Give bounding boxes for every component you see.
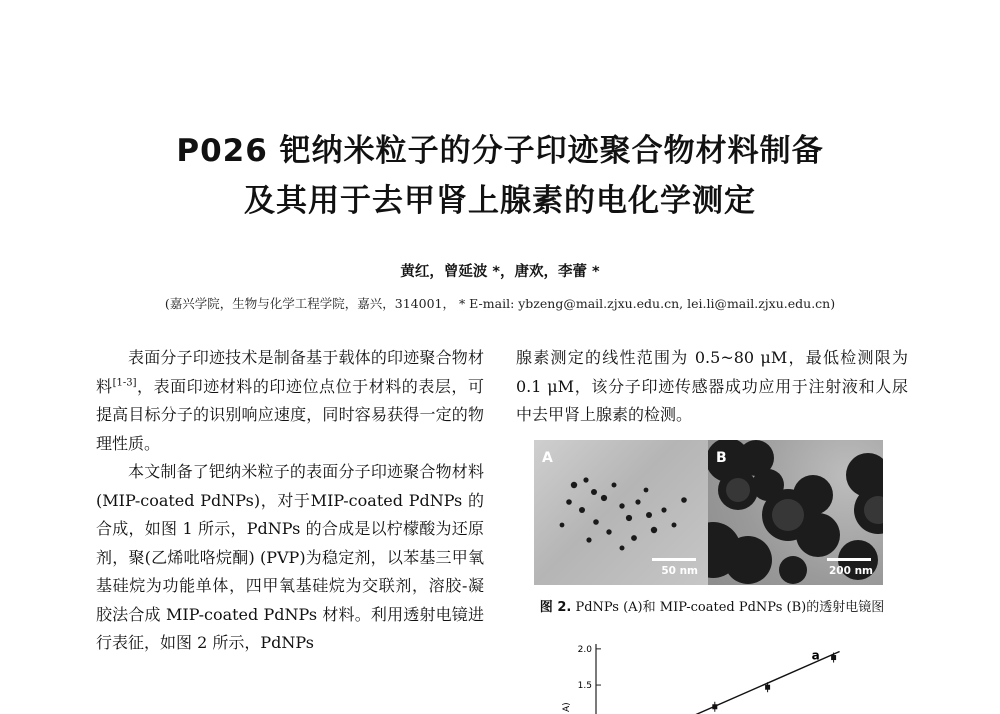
tem-panel-a (534, 440, 708, 585)
paper-title (0, 126, 1000, 226)
data-point-2 (831, 655, 836, 660)
scale-label-a: 50 nm (661, 565, 698, 577)
paragraph-2: 本文制备了钯纳米粒子的表面分子印迹聚合物材料 (MIP-coated PdNPs)，对于MIP-coated PdNPs 的合成，如图 1 所示，PdNPs 的合成是以柠檬酸为还原剂，聚(乙烯吡咯烷酮) (PVP)为稳定剂，以苯基三甲氧基硅烷为功能单体，四甲氧基硅烷为交联剂，溶胶-凝胶法合成 MIP-coated PdNPs 材料。利用透射电镜进行表征，如图 2 所示，PdNPs (96, 462, 484, 652)
title-line-1: P026 钯纳米粒子的分子印迹聚合物材料制备 (176, 133, 824, 169)
y-tick-label-1: 1.5 (577, 681, 592, 692)
y-axis-label: A) (562, 702, 572, 712)
figure-2-label: 图 2. (539, 600, 572, 615)
figure-2-caption (516, 596, 908, 615)
data-point-1 (765, 685, 770, 690)
panel-b-label: B (716, 450, 727, 466)
data-point-0 (712, 704, 717, 709)
nanoparticle-dots (534, 440, 708, 585)
y-tick-label-0: 2.0 (577, 644, 592, 655)
figure-2-text: PdNPs (A)和 MIP-coated PdNPs (B)的透射电镜图 (571, 600, 885, 615)
panel-a-label: A (542, 450, 553, 466)
tem-panel-b (708, 440, 883, 585)
scale-bar-b (827, 558, 871, 561)
paragraph-1-rest: ，表面印迹材料的印迹位点位于材料的表层，可提高目标分子的识别响应速度，同时容易获得一定的物理性质。 (96, 376, 484, 453)
affiliation: (嘉兴学院，生物与化学工程学院，嘉兴，314001， * E-mail: ybzeng@mail.zjxu.edu.cn, lei.li@mail.zjxu.edu.cn) (164, 296, 836, 311)
right-column (516, 344, 908, 430)
paragraph-1-text: 表面分子印迹技术是制备基于载体的印迹聚合物材料 (96, 348, 484, 396)
paragraph-1 (96, 344, 484, 458)
paragraph-3: 腺素测定的线性范围为 0.5~80 μM，最低检测限为 0.1 μM，该分子印迹传感器成功应用于注射液和人尿中去甲肾上腺素的检测。 (516, 348, 908, 424)
tem-figure (534, 440, 883, 585)
calibration-chart (560, 638, 860, 714)
scale-bar-a (652, 558, 696, 561)
left-column (96, 344, 484, 658)
series-a-label: a (811, 648, 820, 663)
scale-label-b: 200 nm (829, 565, 873, 577)
citation: [1-3] (112, 377, 137, 389)
title-line-2: 及其用于去甲肾上腺素的电化学测定 (244, 183, 756, 219)
mip-particle-clusters (708, 440, 883, 585)
authors: 黄红，曾延波 *，唐欢，李蕾 * (400, 264, 600, 280)
